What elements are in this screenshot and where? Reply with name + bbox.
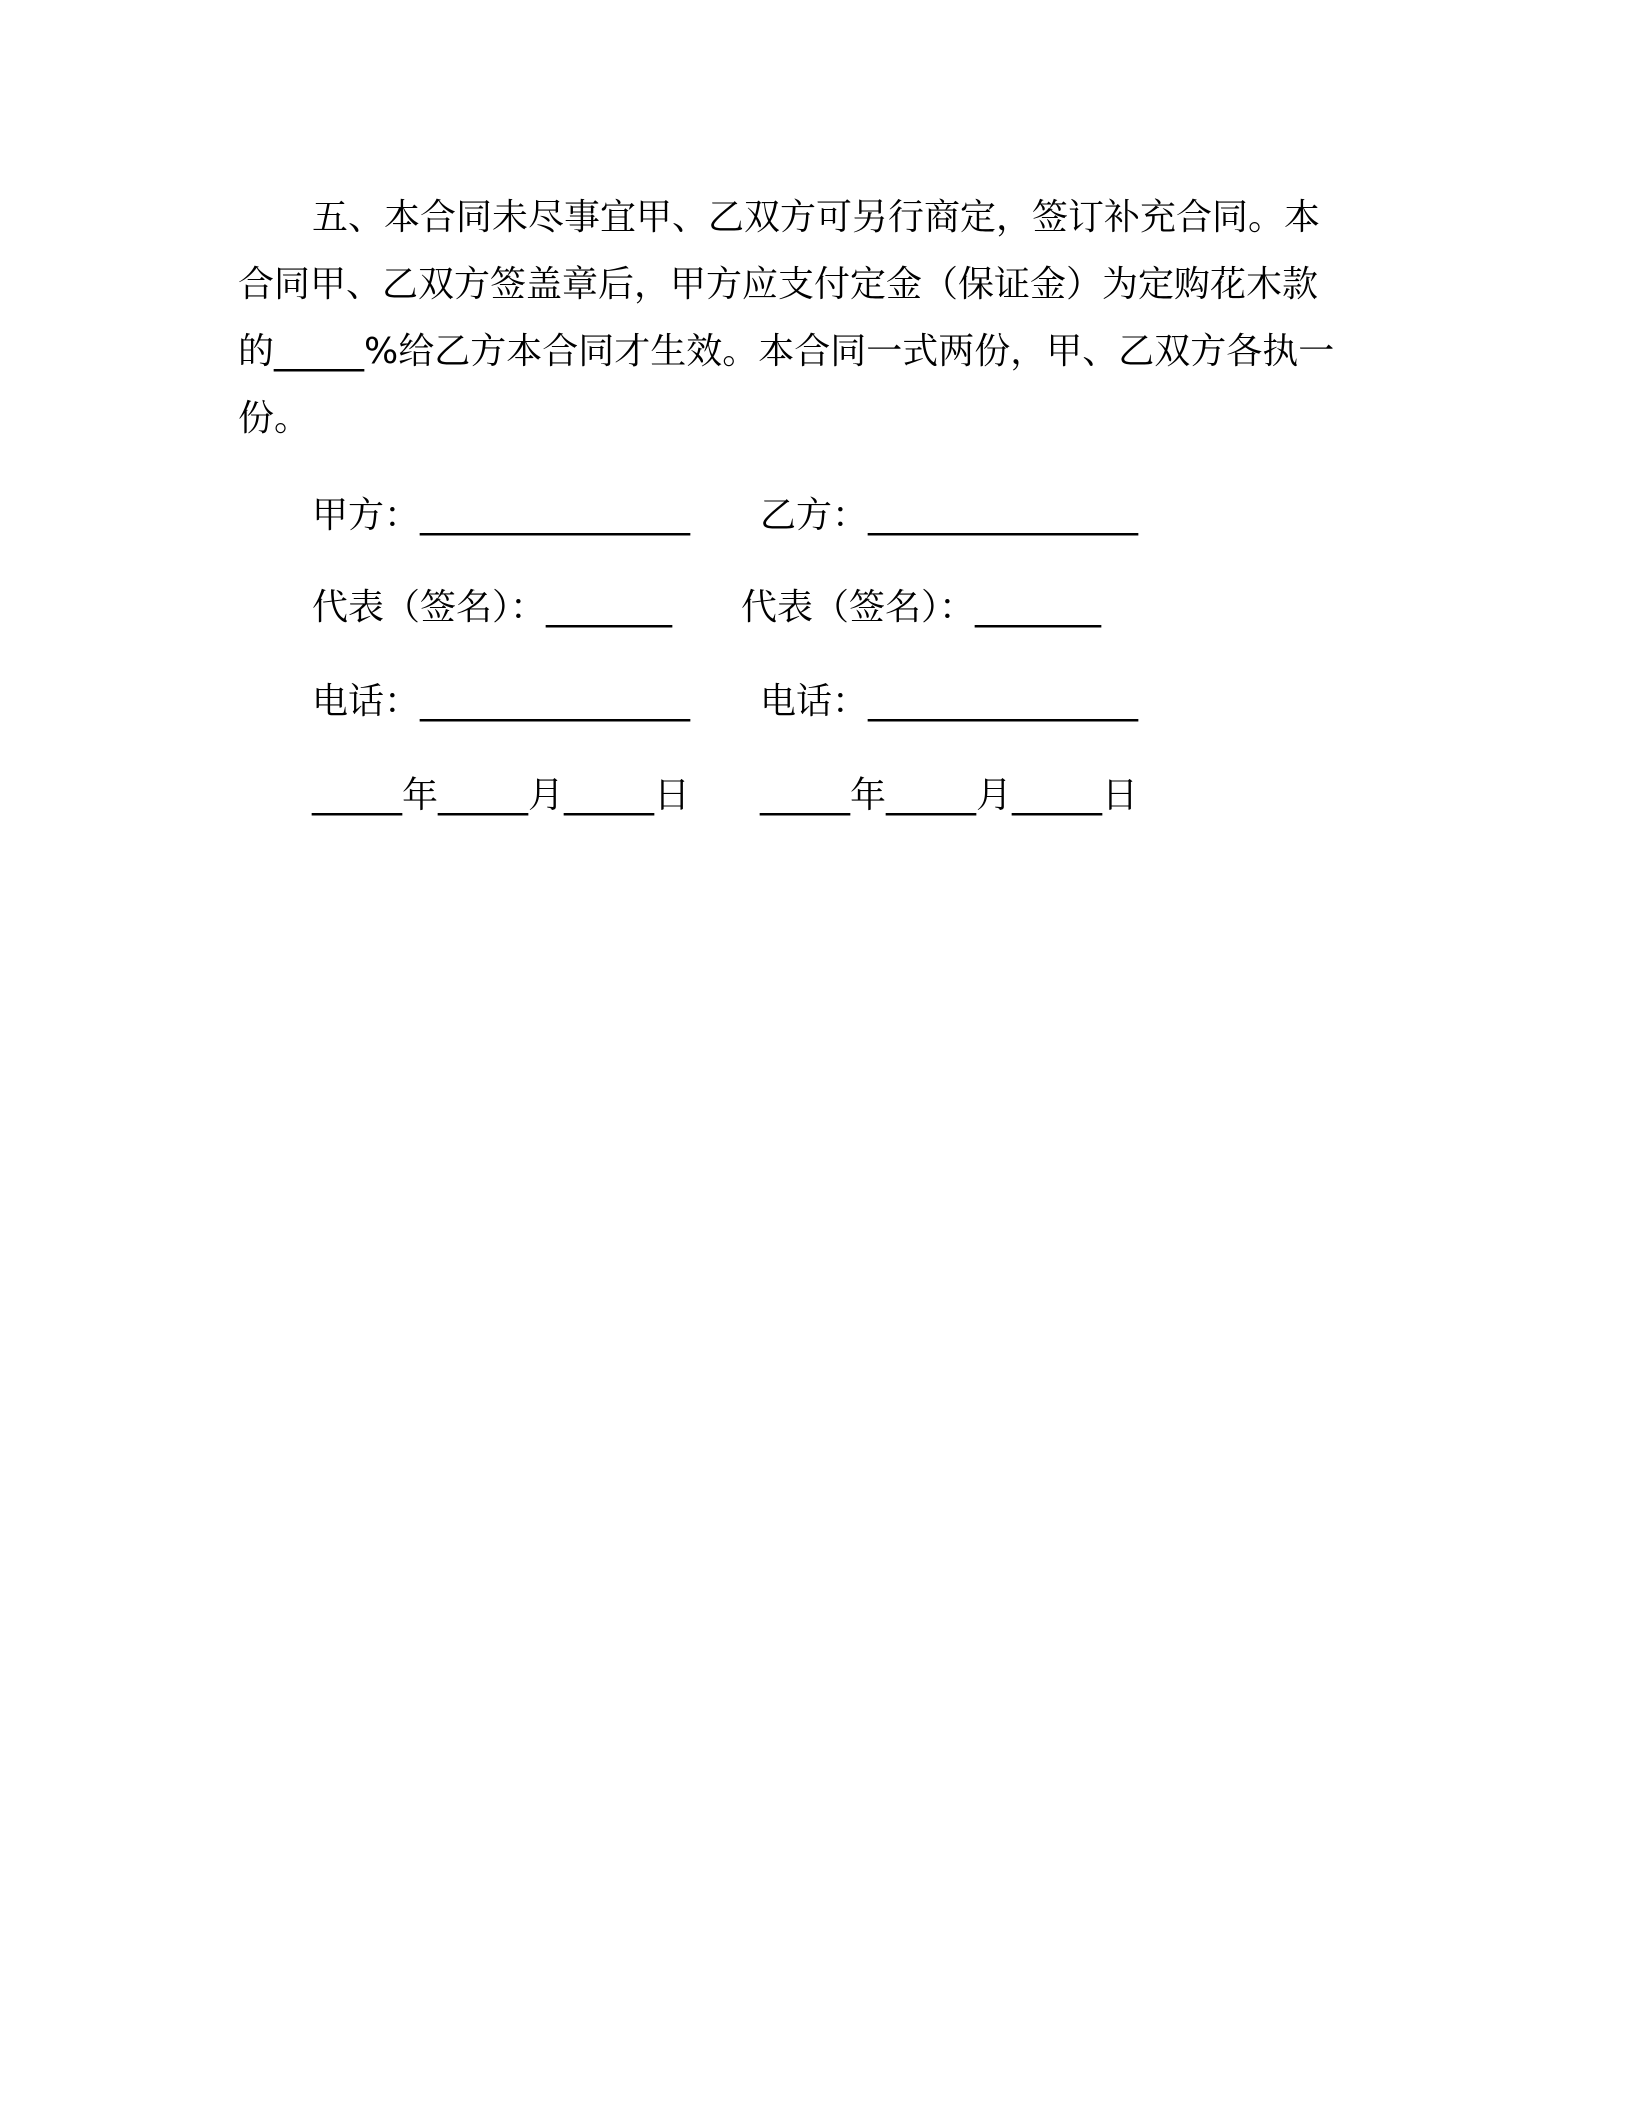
party-a-name-field: 甲方：_______________ <box>312 495 691 536</box>
signature-row-dates <box>0 771 1632 831</box>
clause-line: 合同甲、乙双方签盖章后，甲方应支付定金（保证金）为定购花木款 <box>238 264 1319 305</box>
party-b-date-field: _____年_____月_____日 <box>760 775 1138 816</box>
clause-line: 份。 <box>238 398 311 439</box>
clause-line: 的_____%给乙方本合同才生效。本合同一式两份，甲、乙双方各执一 <box>238 331 1335 372</box>
signature-row-phones <box>0 677 1632 737</box>
party-a-phone-field: 电话：_______________ <box>312 681 691 722</box>
party-b-name-field: 乙方：_______________ <box>760 495 1139 536</box>
party-b-phone-field: 电话：_______________ <box>760 681 1139 722</box>
signature-row-party-names <box>0 491 1632 551</box>
party-b-representative-field: 代表（签名）：_______ <box>741 587 1102 628</box>
party-a-date-field: _____年_____月_____日 <box>312 775 690 816</box>
clause-line: 五、本合同未尽事宜甲、乙双方可另行商定，签订补充合同。本 <box>312 197 1321 238</box>
signature-row-representatives <box>0 583 1632 643</box>
party-a-representative-field: 代表（签名）：_______ <box>312 587 673 628</box>
